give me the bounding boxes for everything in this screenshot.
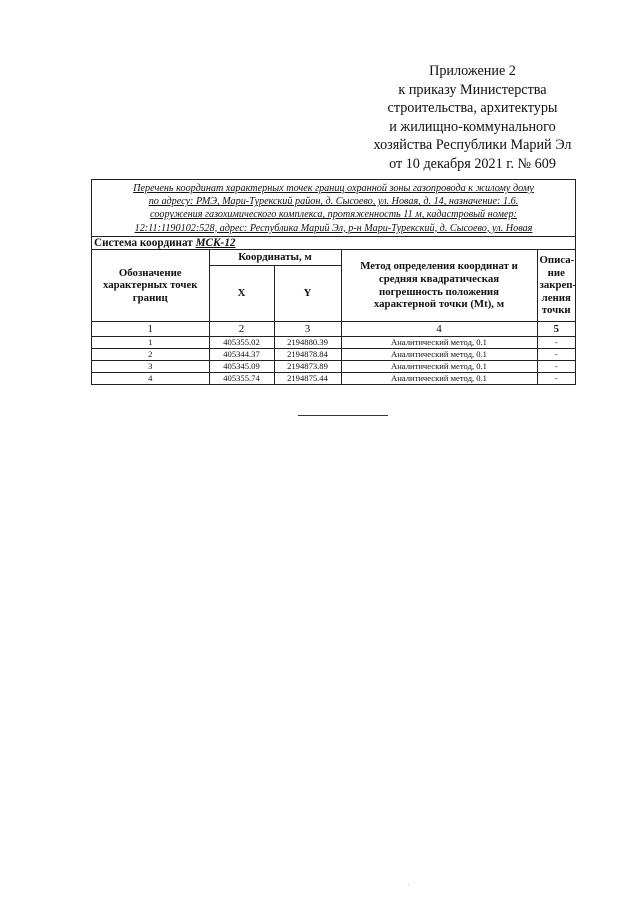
coord-system-value: МСК-12 [195,237,236,249]
column-number: 4 [341,322,537,337]
appendix-line: от 10 декабря 2021 г. № 609 [389,155,556,172]
table-row [92,349,575,361]
column-number: 2 [209,322,274,337]
point-x: 405344.37 [209,349,274,361]
coord-system-row [92,237,575,250]
point-description: - [537,349,575,361]
coord-system-label: Система координат [94,237,193,249]
appendix-line: и жилищно-коммунального [389,118,556,135]
caption-line: по адресу: РМЭ, Мари-Турекский район, д. Сысоево, ул. Новая, д. 14, назначение: 1.6. [148,196,519,208]
column-number-row [92,322,575,337]
point-x: 405355.02 [209,337,274,349]
header-method: Метод определения координат и средняя квадратическая погрешность положения характерной точки (Mt), м [341,250,537,322]
table-row [92,337,575,349]
column-number: 1 [92,322,209,337]
header-description: Описа-ние закреп-ления точки [537,250,575,322]
point-method: Аналитический метод, 0.1 [341,361,537,373]
point-description: - [537,337,575,349]
point-method: Аналитический метод, 0.1 [341,373,537,385]
column-number: 3 [274,322,341,337]
coordinates-frame [91,179,576,385]
end-separator-line [298,415,388,416]
coordinates-table [92,237,575,384]
appendix-line: к приказу Министерства [398,81,547,98]
point-id: 4 [92,373,209,385]
scan-speck [408,884,409,885]
point-y: 2194878.84 [274,349,341,361]
point-description: - [537,373,575,385]
table-row [92,361,575,373]
point-method: Аналитический метод, 0.1 [341,337,537,349]
appendix-header [360,62,585,173]
point-y: 2194875.44 [274,373,341,385]
header-x: X [209,266,274,322]
point-x: 405355.74 [209,373,274,385]
point-id: 1 [92,337,209,349]
point-y: 2194880.39 [274,337,341,349]
table-caption [92,180,575,237]
header-y: Y [274,266,341,322]
point-id: 3 [92,361,209,373]
caption-line: 12:11:1190102:528, адрес: Республика Марий Эл, р-н Мари-Турекский, д. Сысоево, ул. Новая [134,222,533,234]
header-row [92,250,575,266]
header-designation: Обозначение характерных точек границ [92,250,209,322]
point-method: Аналитический метод, 0.1 [341,349,537,361]
point-description: - [537,361,575,373]
caption-line: сооружения газохимического комплекса, протяженность 11 м, кадастровый номер: [150,209,517,221]
point-id: 2 [92,349,209,361]
appendix-line: хозяйства Республики Марий Эл [373,137,572,153]
table-row [92,373,575,385]
caption-line: Перечень координат характерных точек границ охранной зоны газопровода к жилому дому [133,183,534,194]
header-coords: Координаты, м [209,250,341,266]
column-number: 5 [537,322,575,337]
point-y: 2194873.89 [274,361,341,373]
point-x: 405345.09 [209,361,274,373]
appendix-line: строительства, архитектуры [387,100,558,116]
appendix-line: Приложение 2 [429,63,516,79]
